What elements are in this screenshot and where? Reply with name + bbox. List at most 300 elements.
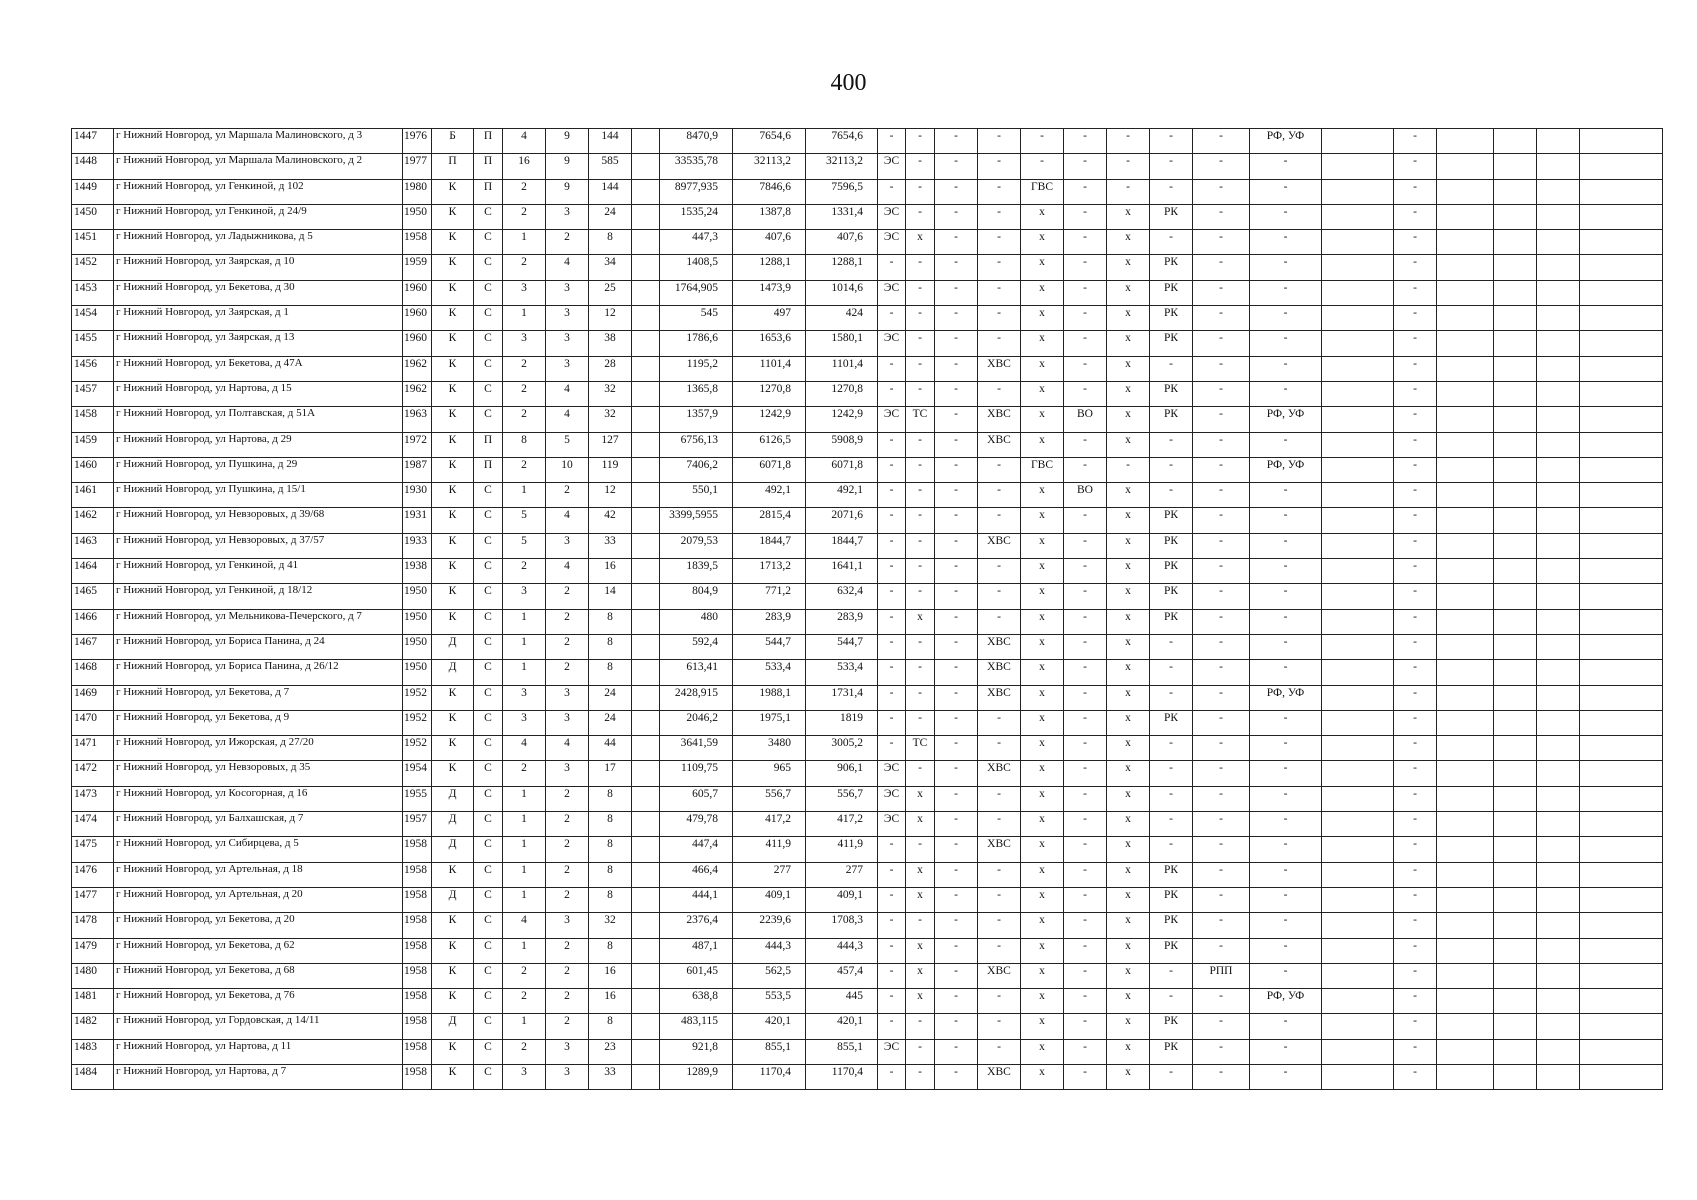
cell-blank-5 [1537,1014,1580,1039]
cell-other-work: - [1193,457,1250,482]
cell-blank-3 [1437,685,1494,710]
cell-row-number: 1467 [72,634,114,659]
cell-address: г Нижний Новгород, ул Бекетова, д 20 [114,913,403,938]
cell-cold-water: - [978,129,1021,154]
cell-hot-water: х [1021,533,1064,558]
cell-power-supply: ЭС [878,407,906,432]
cell-cold-water: - [978,306,1021,331]
cell-other-work: - [1193,837,1250,862]
cell-sewerage: - [1064,457,1107,482]
cell-apartments: 33 [589,533,632,558]
cell-ventilation: х [1107,989,1150,1014]
cell-living-area: 444,3 [733,938,806,963]
cell-apartments: 38 [589,331,632,356]
cell-blank [632,761,660,786]
cell-blank [632,736,660,761]
cell-series: С [474,204,503,229]
cell-hot-water: - [1021,129,1064,154]
cell-sewerage: - [1064,736,1107,761]
cell-gas-supply: - [935,609,978,634]
cell-row-number: 1458 [72,407,114,432]
cell-address: г Нижний Новгород, ул Генкиной, д 24/9 [114,204,403,229]
cell-ventilation: х [1107,710,1150,735]
cell-entrances: 3 [503,331,546,356]
cell-row-number: 1463 [72,533,114,558]
cell-row-number: 1466 [72,609,114,634]
cell-ventilation: х [1107,204,1150,229]
cell-floors: 3 [546,761,589,786]
cell-blank-4 [1494,154,1537,179]
cell-residential-area: 409,1 [806,887,878,912]
cell-other-work: - [1193,255,1250,280]
cell-hot-water: х [1021,963,1064,988]
cell-hot-water: х [1021,508,1064,533]
cell-address: г Нижний Новгород, ул Бекетова, д 76 [114,989,403,1014]
cell-year: 1976 [403,129,432,154]
cell-year: 1938 [403,559,432,584]
cell-address: г Нижний Новгород, ул Маршала Малиновского, д 2 [114,154,403,179]
cell-gas-supply: - [935,179,978,204]
cell-blank-4 [1494,483,1537,508]
cell-wall-material: К [432,1039,474,1064]
cell-blank-2 [1322,230,1394,255]
cell-residential-area: 1708,3 [806,913,878,938]
cell-facade-work: - [1250,609,1322,634]
cell-gas-supply: - [935,1014,978,1039]
cell-series: П [474,432,503,457]
cell-facade-work: - [1250,913,1322,938]
cell-blank-2 [1322,381,1394,406]
cell-other-work: - [1193,989,1250,1014]
cell-blank-5 [1537,837,1580,862]
cell-roof-work: - [1394,559,1437,584]
cell-sewerage: - [1064,609,1107,634]
cell-repair-type: - [1150,634,1193,659]
cell-roof-work: - [1394,710,1437,735]
cell-facade-work: - [1250,483,1322,508]
cell-other-work: - [1193,786,1250,811]
cell-year: 1958 [403,1014,432,1039]
cell-repair-type: - [1150,685,1193,710]
cell-wall-material: К [432,331,474,356]
cell-address: г Нижний Новгород, ул Нартова, д 15 [114,381,403,406]
table-row [72,812,1663,837]
cell-ventilation: х [1107,533,1150,558]
cell-wall-material: П [432,154,474,179]
cell-other-work: - [1193,609,1250,634]
cell-ventilation: х [1107,1039,1150,1064]
cell-blank-3 [1437,559,1494,584]
cell-blank-5 [1537,255,1580,280]
cell-address: г Нижний Новгород, ул Балхашская, д 7 [114,812,403,837]
cell-address: г Нижний Новгород, ул Генкиной, д 41 [114,559,403,584]
cell-floors: 2 [546,609,589,634]
cell-repair-type: - [1150,1064,1193,1089]
cell-residential-area: 1288,1 [806,255,878,280]
cell-blank [632,1064,660,1089]
cell-wall-material: К [432,938,474,963]
cell-entrances: 2 [503,761,546,786]
cell-series: С [474,963,503,988]
cell-entrances: 1 [503,660,546,685]
cell-entrances: 8 [503,432,546,457]
cell-sewerage: - [1064,306,1107,331]
cell-total-area: 592,4 [660,634,733,659]
cell-repair-type: РК [1150,381,1193,406]
cell-facade-work: - [1250,584,1322,609]
cell-ventilation: х [1107,255,1150,280]
cell-roof-work: - [1394,280,1437,305]
cell-floors: 2 [546,989,589,1014]
cell-series: С [474,230,503,255]
cell-wall-material: К [432,533,474,558]
cell-blank-4 [1494,887,1537,912]
cell-power-supply: ЭС [878,331,906,356]
table-row [72,306,1663,331]
cell-ventilation: х [1107,1014,1150,1039]
cell-blank [632,432,660,457]
cell-series: С [474,660,503,685]
cell-address: г Нижний Новгород, ул Генкиной, д 18/12 [114,584,403,609]
cell-total-area: 1786,6 [660,331,733,356]
cell-blank-2 [1322,660,1394,685]
cell-other-work: - [1193,812,1250,837]
cell-ventilation: х [1107,963,1150,988]
cell-entrances: 1 [503,862,546,887]
cell-floors: 3 [546,533,589,558]
cell-apartments: 8 [589,786,632,811]
cell-facade-work: РФ, УФ [1250,989,1322,1014]
cell-entrances: 5 [503,533,546,558]
cell-blank-3 [1437,989,1494,1014]
cell-facade-work: - [1250,887,1322,912]
cell-blank-4 [1494,432,1537,457]
cell-blank-6 [1580,179,1663,204]
cell-entrances: 1 [503,887,546,912]
cell-blank-2 [1322,710,1394,735]
cell-residential-area: 424 [806,306,878,331]
cell-total-area: 804,9 [660,584,733,609]
cell-total-area: 487,1 [660,938,733,963]
cell-total-area: 483,115 [660,1014,733,1039]
cell-roof-work: - [1394,887,1437,912]
cell-blank-5 [1537,129,1580,154]
table-body [72,129,1663,1090]
table-row [72,1064,1663,1089]
cell-blank-5 [1537,685,1580,710]
cell-repair-type: РК [1150,913,1193,938]
cell-apartments: 8 [589,660,632,685]
cell-floors: 4 [546,559,589,584]
cell-address: г Нижний Новгород, ул Косогорная, д 16 [114,786,403,811]
cell-sewerage: - [1064,179,1107,204]
cell-row-number: 1456 [72,356,114,381]
cell-blank-6 [1580,761,1663,786]
cell-apartments: 8 [589,1014,632,1039]
cell-blank-5 [1537,230,1580,255]
cell-repair-type: - [1150,483,1193,508]
cell-cold-water: - [978,862,1021,887]
table-row [72,280,1663,305]
cell-blank-2 [1322,862,1394,887]
cell-heat-supply: - [906,533,935,558]
cell-living-area: 533,4 [733,660,806,685]
cell-living-area: 1653,6 [733,331,806,356]
cell-facade-work: - [1250,1064,1322,1089]
cell-hot-water: х [1021,634,1064,659]
cell-wall-material: Д [432,837,474,862]
cell-ventilation: х [1107,356,1150,381]
cell-row-number: 1447 [72,129,114,154]
cell-living-area: 411,9 [733,837,806,862]
cell-power-supply: - [878,508,906,533]
table-row [72,963,1663,988]
cell-ventilation: х [1107,685,1150,710]
cell-roof-work: - [1394,483,1437,508]
cell-residential-area: 1170,4 [806,1064,878,1089]
cell-other-work: - [1193,306,1250,331]
cell-power-supply: - [878,736,906,761]
cell-blank-2 [1322,938,1394,963]
cell-blank-2 [1322,356,1394,381]
cell-blank-2 [1322,685,1394,710]
cell-ventilation: х [1107,1064,1150,1089]
cell-residential-area: 277 [806,862,878,887]
cell-year: 1958 [403,1064,432,1089]
cell-blank-4 [1494,255,1537,280]
cell-residential-area: 283,9 [806,609,878,634]
cell-gas-supply: - [935,129,978,154]
cell-residential-area: 1331,4 [806,204,878,229]
table-row [72,129,1663,154]
cell-heat-supply: - [906,154,935,179]
cell-floors: 3 [546,356,589,381]
cell-blank-4 [1494,710,1537,735]
cell-facade-work: - [1250,812,1322,837]
cell-hot-water: х [1021,938,1064,963]
cell-facade-work: - [1250,736,1322,761]
cell-apartments: 32 [589,381,632,406]
cell-blank-3 [1437,609,1494,634]
cell-apartments: 17 [589,761,632,786]
cell-wall-material: К [432,736,474,761]
cell-blank-5 [1537,204,1580,229]
cell-facade-work: РФ, УФ [1250,457,1322,482]
cell-heat-supply: - [906,761,935,786]
cell-address: г Нижний Новгород, ул Генкиной, д 102 [114,179,403,204]
cell-blank [632,179,660,204]
cell-blank-2 [1322,129,1394,154]
table-row [72,559,1663,584]
cell-row-number: 1480 [72,963,114,988]
table-row [72,862,1663,887]
cell-total-area: 638,8 [660,989,733,1014]
cell-row-number: 1461 [72,483,114,508]
cell-repair-type: РК [1150,533,1193,558]
cell-blank-5 [1537,913,1580,938]
cell-blank-4 [1494,989,1537,1014]
cell-facade-work: - [1250,356,1322,381]
cell-total-area: 1839,5 [660,559,733,584]
cell-series: С [474,837,503,862]
cell-entrances: 1 [503,938,546,963]
cell-entrances: 1 [503,812,546,837]
cell-blank-3 [1437,1064,1494,1089]
cell-blank [632,457,660,482]
cell-other-work: - [1193,710,1250,735]
cell-blank [632,508,660,533]
cell-address: г Нижний Новгород, ул Бекетова, д 47А [114,356,403,381]
cell-floors: 3 [546,1039,589,1064]
cell-total-area: 6756,13 [660,432,733,457]
cell-blank-4 [1494,559,1537,584]
cell-sewerage: - [1064,255,1107,280]
cell-total-area: 1195,2 [660,356,733,381]
cell-residential-area: 7654,6 [806,129,878,154]
cell-wall-material: К [432,457,474,482]
cell-floors: 4 [546,407,589,432]
cell-entrances: 1 [503,306,546,331]
cell-heat-supply: х [906,609,935,634]
cell-power-supply: - [878,584,906,609]
cell-blank-5 [1537,356,1580,381]
cell-cold-water: - [978,230,1021,255]
cell-repair-type: РК [1150,609,1193,634]
cell-repair-type: РК [1150,1014,1193,1039]
cell-power-supply: - [878,306,906,331]
cell-power-supply: - [878,255,906,280]
cell-entrances: 3 [503,280,546,305]
cell-blank-6 [1580,812,1663,837]
cell-blank-2 [1322,1064,1394,1089]
cell-blank-6 [1580,432,1663,457]
cell-entrances: 2 [503,407,546,432]
cell-entrances: 2 [503,559,546,584]
cell-year: 1950 [403,204,432,229]
cell-apartments: 24 [589,685,632,710]
cell-blank-2 [1322,1039,1394,1064]
cell-cold-water: - [978,786,1021,811]
cell-living-area: 6126,5 [733,432,806,457]
cell-series: С [474,1039,503,1064]
cell-sewerage: - [1064,584,1107,609]
cell-wall-material: Д [432,1014,474,1039]
cell-apartments: 119 [589,457,632,482]
cell-series: П [474,154,503,179]
cell-residential-area: 445 [806,989,878,1014]
cell-hot-water: х [1021,660,1064,685]
cell-blank-4 [1494,963,1537,988]
cell-apartments: 14 [589,584,632,609]
cell-blank-3 [1437,255,1494,280]
cell-year: 1952 [403,685,432,710]
cell-blank-2 [1322,584,1394,609]
cell-apartments: 8 [589,609,632,634]
cell-living-area: 1170,4 [733,1064,806,1089]
cell-year: 1958 [403,862,432,887]
cell-heat-supply: х [906,938,935,963]
cell-gas-supply: - [935,280,978,305]
cell-heat-supply: - [906,331,935,356]
cell-facade-work: - [1250,963,1322,988]
cell-residential-area: 1242,9 [806,407,878,432]
cell-repair-type: РК [1150,559,1193,584]
cell-hot-water: х [1021,381,1064,406]
cell-series: С [474,761,503,786]
cell-roof-work: - [1394,381,1437,406]
cell-other-work: - [1193,559,1250,584]
cell-living-area: 1288,1 [733,255,806,280]
cell-repair-type: РК [1150,204,1193,229]
cell-living-area: 2239,6 [733,913,806,938]
cell-blank-2 [1322,154,1394,179]
cell-year: 1952 [403,710,432,735]
cell-repair-type: - [1150,761,1193,786]
cell-cold-water: - [978,710,1021,735]
cell-blank-5 [1537,963,1580,988]
cell-row-number: 1472 [72,761,114,786]
cell-blank-5 [1537,761,1580,786]
cell-heat-supply: - [906,837,935,862]
cell-facade-work: РФ, УФ [1250,129,1322,154]
cell-blank [632,381,660,406]
cell-repair-type: РК [1150,306,1193,331]
cell-hot-water: х [1021,280,1064,305]
cell-heat-supply: - [906,1064,935,1089]
table-row [72,204,1663,229]
cell-facade-work: РФ, УФ [1250,685,1322,710]
cell-entrances: 2 [503,381,546,406]
cell-blank-2 [1322,533,1394,558]
cell-heat-supply: - [906,129,935,154]
cell-blank-4 [1494,1064,1537,1089]
cell-blank-3 [1437,660,1494,685]
cell-floors: 2 [546,1014,589,1039]
cell-blank-2 [1322,407,1394,432]
cell-living-area: 1713,2 [733,559,806,584]
cell-facade-work: - [1250,660,1322,685]
cell-residential-area: 6071,8 [806,457,878,482]
cell-sewerage: - [1064,1039,1107,1064]
cell-total-area: 3399,5955 [660,508,733,533]
cell-residential-area: 1844,7 [806,533,878,558]
cell-hot-water: х [1021,609,1064,634]
cell-sewerage: - [1064,761,1107,786]
cell-blank-5 [1537,812,1580,837]
cell-year: 1987 [403,457,432,482]
cell-blank-6 [1580,786,1663,811]
cell-sewerage: - [1064,508,1107,533]
cell-wall-material: Д [432,634,474,659]
cell-cold-water: ХВС [978,634,1021,659]
cell-hot-water: х [1021,584,1064,609]
cell-living-area: 965 [733,761,806,786]
cell-blank-4 [1494,457,1537,482]
cell-other-work: - [1193,331,1250,356]
cell-blank-6 [1580,710,1663,735]
cell-sewerage: - [1064,963,1107,988]
cell-gas-supply: - [935,710,978,735]
cell-blank-6 [1580,887,1663,912]
cell-sewerage: - [1064,1064,1107,1089]
cell-residential-area: 906,1 [806,761,878,786]
cell-address: г Нижний Новгород, ул Сибирцева, д 5 [114,837,403,862]
cell-heat-supply: - [906,1039,935,1064]
cell-heat-supply: - [906,356,935,381]
cell-entrances: 3 [503,685,546,710]
cell-entrances: 2 [503,204,546,229]
cell-blank-3 [1437,786,1494,811]
